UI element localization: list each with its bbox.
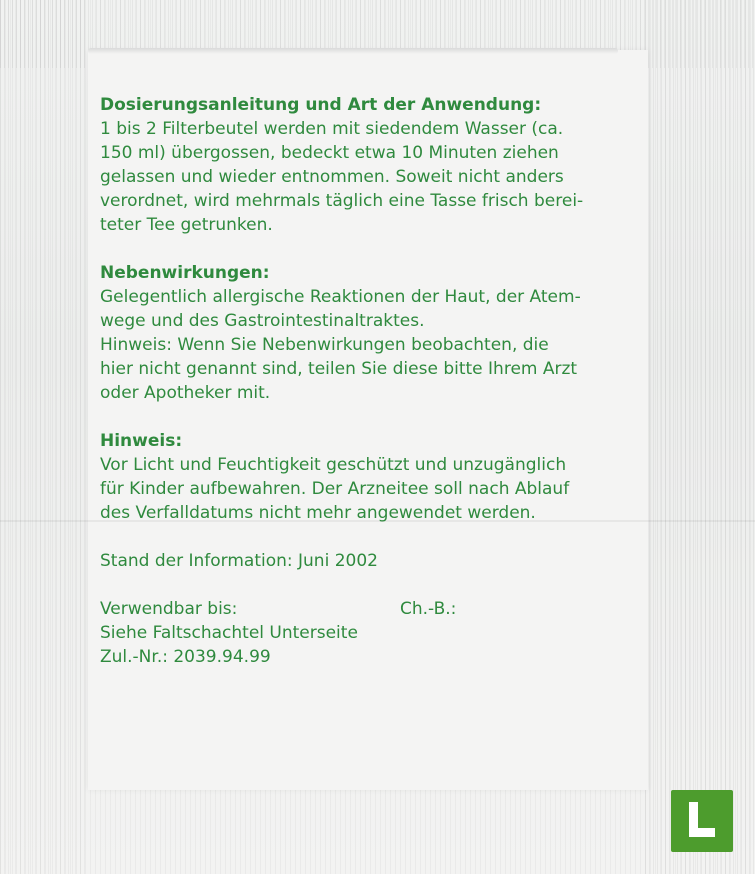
stand-der-information: Stand der Information: Juni 2002 — [100, 551, 378, 571]
dosierung-section — [100, 93, 675, 237]
nebenwirkungen-heading: Nebenwirkungen: — [100, 263, 270, 283]
lastdodo-logo-icon — [671, 790, 733, 852]
nebenwirkungen-line: oder Apotheker mit. — [100, 383, 271, 403]
nebenwirkungen-line: Hinweis: Wenn Sie Nebenwirkungen beobachten, die — [100, 335, 549, 355]
nebenwirkungen-section — [100, 261, 675, 405]
hinweis-line: Vor Licht und Feuchtigkeit geschützt und unzugänglich — [100, 455, 567, 475]
dosierung-line: 150 ml) übergossen, bedeckt etwa 10 Minuten ziehen — [100, 143, 559, 163]
nebenwirkungen-line: hier nicht genannt sind, teilen Sie diese bitte Ihrem Arzt — [100, 359, 578, 379]
charge-label: Ch.-B.: — [400, 599, 457, 619]
siehe-faltschachtel: Siehe Faltschachtel Unterseite — [100, 623, 358, 643]
package-insert-text — [100, 93, 675, 669]
expiry-batch-row — [100, 597, 675, 621]
hinweis-heading: Hinweis: — [100, 431, 183, 451]
dosierung-line: teter Tee getrunken. — [100, 215, 273, 235]
dosierung-line: gelassen und wieder entnommen. Soweit nicht anders — [100, 167, 564, 187]
dosierung-line: 1 bis 2 Filterbeutel werden mit siedendem Wasser (ca. — [100, 119, 564, 139]
nebenwirkungen-line: Gelegentlich allergische Reaktionen der Haut, der Atem- — [100, 287, 581, 307]
top-fold — [88, 48, 618, 54]
hinweis-section — [100, 429, 675, 525]
nebenwirkungen-line: wege und des Gastrointestinaltraktes. — [100, 311, 425, 331]
hinweis-line: des Verfalldatums nicht mehr angewendet werden. — [100, 503, 536, 523]
verwendbar-label: Verwendbar bis: — [100, 599, 238, 619]
hinweis-line: für Kinder aufbewahren. Der Arzneitee soll nach Ablauf — [100, 479, 570, 499]
left-seal — [0, 0, 88, 874]
dosierung-line: verordnet, wird mehrmals täglich eine Tasse frisch berei- — [100, 191, 584, 211]
dosierung-heading: Dosierungsanleitung und Art der Anwendung: — [100, 95, 542, 115]
zulassungsnummer: Zul.-Nr.: 2039.94.99 — [100, 647, 271, 667]
